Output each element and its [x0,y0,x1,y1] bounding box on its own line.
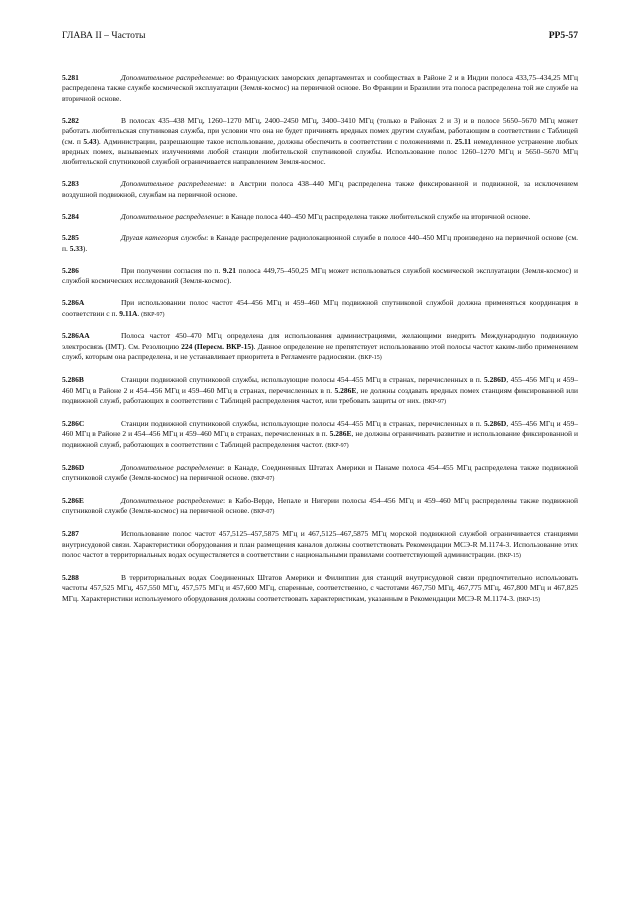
reference-number: 5.286D [484,375,507,385]
page-number: РР5-57 [548,30,578,41]
provision [62,116,578,168]
provision-number: 5.286C [62,418,85,428]
provision-text [62,463,578,485]
provision-text-segment: В территориальных водах Соединенных Штатов Америки и Филиппин для станций внутрисудовой связи предпочтительно использовать частоты 457,525 МГц, 457,550 МГц, 457,575 МГц и 457,600 МГц, спаренные, соответственно, с частотами 467,750 МГц, 467,775 МГц, 467,800 МГц и 467,825 МГц. Характеристики используемого оборудования должны соответствовать характеристикам, указанным в Рекомендации МСЭ-R M.1174-3. [62,572,578,603]
provision-text [62,529,578,561]
reference-number: 5.286D [484,418,507,428]
conference-tag: (ВКР-15) [516,596,541,603]
provision [62,375,578,407]
provision-text-segment: В полосах 435–438 МГц, 1260–1270 МГц, 2400–2450 МГц, 3400–3410 МГц (только в Районах 2 и 3) и в полосе 5650–5670 МГц может работать любительская спутниковая служба, при условии что она не будет причинять вредных помех другим службам, работающим в соответствии с Таблицей (см. п [62,115,578,146]
provision-number: 5.286 [62,265,79,275]
provision-text-segment: . Данное определение не препятствует использованию этой полосы частот каким-либо применением служб, которым она распределена, и не устанавливает приоритета в Регламенте радиосвязи. [62,341,579,362]
conference-tag: (ВКР-15) [497,553,521,559]
provision [62,266,578,287]
conference-tag: (ВКР-07) [251,475,275,482]
provision-text-segment: : в Канаде, Соединенных Штатах Америки и Панаме полоса 454–455 МГц распределена также подвижной спутниковой службе (Земля-космос) на первичной основе. [62,462,579,482]
provision-number: 5.286A [62,298,85,308]
provision-text [62,266,578,287]
provision-number: 5.286E [62,495,84,505]
provision-text-segment: При получении согласия по п. [121,265,223,275]
allocation-label: Другая категория службы [121,233,207,243]
conference-tag: (ВКР-07) [251,509,275,516]
provision-text-segment: . [137,308,142,318]
provision-number: 5.283 [62,179,79,189]
conference-tag: (ВКР-97) [422,398,447,405]
provision [62,573,578,605]
provision-text-segment: При использовании полос частот 454–456 МГц и 459–460 МГц подвижной спутниковой службой должна применяться координация в соответствии с п. [62,298,578,318]
provision-number: 5.281 [62,73,79,82]
reference-number: 5.286E [334,385,357,395]
provision-text-segment: : в Кабо-Верде, Непале и Нигерии полосы 454–456 МГц и 459–460 МГц распределены также подвижной спутниковой службе (Земля-космос) на первичной основе. [62,495,579,516]
conference-tag: (ВКР-97) [141,311,165,318]
provision-text-segment: : во Французских заморских департаментах и сообществах в Районе 2 и в Индии полоса 433,75–434,25 МГц распределена также службе космической эксплуатации (Земля-космос) на первичной основе. Во Франции и Бразилии эта полоса распределена той же службе на вторичной основе. [62,73,578,103]
provision-text [62,116,578,168]
provision [62,331,578,363]
provision-text-segment: ). Администрации, разрешающие такое использование, должны обеспечить в соответствии с положениями п. [96,136,455,146]
provision-text [62,496,578,518]
allocation-label: Дополнительное распределение [121,462,223,472]
provision [62,179,578,200]
provisions-list [62,73,578,617]
allocation-label: Дополнительное распределение [121,73,223,82]
reference-number: 5.33 [69,243,83,253]
provision-text [62,179,578,200]
provision-number: 5.286AA [62,331,90,341]
provision-text-segment: ). [82,243,88,253]
provision-text-segment: Полоса частот 450–470 МГц определена для использования администрациями, желающими внедрить Международную подвижную электросвязь (IMT). См. Резолюцию [62,331,578,351]
provision-number: 5.288 [62,572,79,582]
conference-tag: (ВКР-15) [358,355,382,362]
provision-text [62,375,578,407]
conference-tag: (ВКР-97) [325,442,349,449]
reference-number: 5.286E [329,429,352,439]
provision-text-segment: Станции подвижной спутниковой службы, использующие полосы 454–455 МГц в странах, перечисленных в п. [121,418,485,428]
reference-number: 224 (Пересм. ВКР-15) [181,341,254,351]
provision-text-segment: , не должны создавать вредных помех станциям фиксированной или подвижной служб, работающих в соответствии с Таблицей распределения частот, или требовать защиты от них. [62,385,578,405]
provision-text-segment: , не должны ограничивать развитие и использование фиксированной и подвижной служб, работающих в соответствии с Таблицей распределения частот. [62,429,578,449]
provision-text-segment: Станции подвижной спутниковой службы, использующие полосы 454–455 МГц в странах, перечисленных в п. [121,375,485,385]
provision [62,212,578,222]
provision [62,73,578,104]
provision-text-segment: : в Австрии полоса 438–440 МГц распределена также фиксированной и подвижной, за исключением воздушной подвижной, службам на первичной основе. [62,179,579,199]
provision-text-segment: : в Канаде полоса 440–450 МГц распределена также любительской службе на вторичной основе. [221,211,531,221]
provision [62,298,578,320]
provision-text-segment: , 455–456 МГц и 459–460 МГц в Районе 2 и 454–456 МГц и 459–460 МГц в странах, перечисленных в п. [62,418,578,439]
allocation-label: Дополнительное распределение [121,495,223,505]
provision-text [62,212,578,222]
provision-number: 5.286D [62,462,85,472]
provision-text [62,573,578,605]
provision-number: 5.287 [62,529,79,539]
provision-text-segment: полоса 449,75–450,25 МГц может использоваться службой космической эксплуатации (Земля-космос) и службой космических исследований (Земля-космос). [62,265,578,286]
provision [62,463,578,485]
reference-number: 9.21 [222,265,237,275]
provision-text-segment: : в Канаде распределение радиолокационной службе в полосе 440–450 МГц произведено на первичной основе (см. п. [62,233,578,253]
reference-number: 5.43 [83,136,97,146]
provision-number: 5.284 [62,211,79,221]
provision-text [62,233,578,254]
provision-text [62,73,578,104]
provision-text [62,298,578,320]
provision-number: 5.285 [62,233,79,243]
provision-text-segment: , 455–456 МГц и 459–460 МГц в Районе 2 и 454–456 МГц и 459–460 МГц в странах, перечисленных в п. [62,375,578,395]
provision [62,233,578,254]
reference-number: 25.11 [454,136,472,146]
allocation-label: Дополнительное распределение [121,211,222,221]
provision-text [62,419,578,451]
reference-number: 9.11A [119,308,138,318]
allocation-label: Дополнительное распределение [121,179,225,189]
provision-number: 5.282 [62,115,79,125]
provision [62,419,578,451]
provision-text [62,331,578,363]
provision [62,529,578,561]
provision-text-segment: немедленное устранение любых вредных помех, вызываемых излучениями любой станции любительской спутниковой службы. Использование полос 1260–1270 МГц и 5650–5670 МГц любительской спутниковой службой ограничивается направлением Земля-космос. [62,136,578,167]
page-header [62,30,578,46]
provision-text-segment: Использование полос частот 457,5125–457,5875 МГц и 467,5125–467,5875 МГц морской подвижной службой ограничивается станциями внутрисудовой связи. Характеристики оборудования и план размещения каналов должны соответствовать Рекомендации МСЭ-R M.1174-3. Использование этих полос частот в территориальных водах осуществляется в соответствии с национальными правилами соответствующей администрации. [62,529,578,559]
provision-number: 5.286B [62,375,84,385]
provision [62,496,578,518]
chapter-title: ГЛАВА II – Частоты [62,30,146,41]
